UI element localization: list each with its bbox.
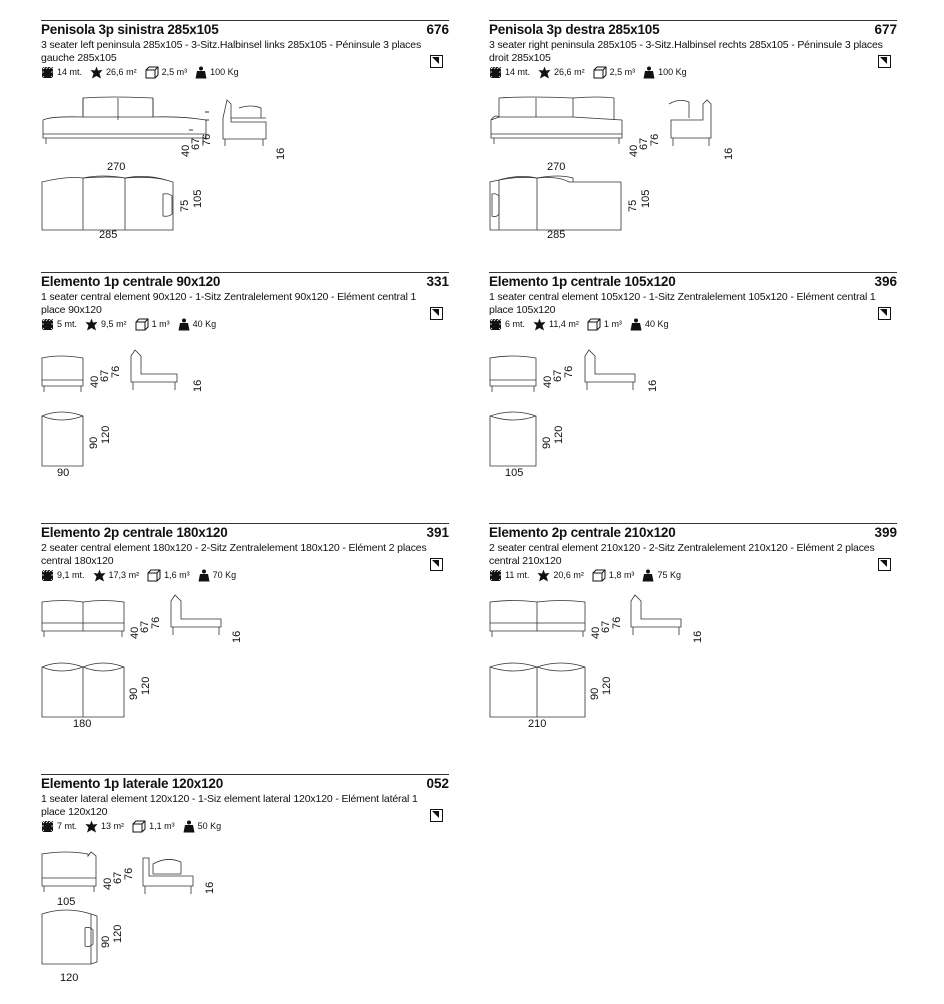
download-icon[interactable] — [430, 55, 443, 68]
dim-depth-inner: 90 — [541, 436, 553, 449]
technical-drawing — [489, 90, 897, 240]
product-description: 1 seater lateral element 120x120 - 1-Siz element lateral 120x120 - Elément latéral 1 place 120x120 — [41, 793, 418, 818]
volume-icon — [135, 318, 149, 331]
dim-arm-height: 67 — [190, 137, 202, 150]
spec-row: 7 mt. 13 m² 1,1 m³ 50 Kg — [41, 819, 229, 833]
product-code: 677 — [874, 22, 897, 37]
spec-row: 14 mt. 26,6 m² 2,5 m³ 100 Kg — [489, 65, 695, 79]
dim-arm-height: 67 — [638, 137, 650, 150]
front-view — [490, 356, 536, 392]
volume-icon — [132, 820, 146, 833]
spec-row: 5 mt. 9,5 m² 1 m³ 40 Kg — [41, 317, 224, 331]
fabric-icon — [41, 66, 54, 79]
dim-depth-total: 105 — [640, 189, 652, 208]
plan-view — [42, 910, 97, 964]
product-description: 1 seater central element 90x120 - 1-Sitz Zentralelement 90x120 - Elément central 1 place 90x120 — [41, 291, 417, 316]
dim-depth-inner: 90 — [100, 935, 112, 948]
technical-drawing — [41, 90, 449, 240]
card-divider — [41, 272, 449, 273]
technical-drawing — [489, 342, 897, 492]
dim-depth-total: 120 — [553, 425, 565, 444]
dim-leg-height: 16 — [647, 379, 659, 392]
product-card-391 — [41, 523, 449, 748]
product-title: Elemento 2p centrale 210x120 — [489, 525, 676, 540]
plan-view — [490, 177, 621, 230]
dim-depth-total: 120 — [100, 425, 112, 444]
fabric-icon — [489, 318, 502, 331]
dim-depth-inner: 90 — [88, 436, 100, 449]
volume-icon — [593, 66, 607, 79]
product-description: 1 seater central element 105x120 - 1-Sitz Zentralelement 105x120 - Elément central 1 place 105x120 — [489, 291, 876, 316]
fabric-icon — [489, 569, 502, 582]
leather-icon — [85, 820, 98, 833]
dim-depth-inner: 90 — [589, 687, 601, 700]
leather-icon — [537, 569, 550, 582]
card-divider — [489, 523, 897, 524]
leather-icon — [85, 318, 98, 331]
dim-depth-inner: 75 — [179, 199, 191, 212]
spec-row: 9,1 mt. 17,3 m² 1,6 m³ 70 Kg — [41, 568, 244, 582]
plan-view — [490, 663, 585, 717]
dim-back-height: 76 — [123, 867, 135, 880]
dim-arm-height: 67 — [139, 620, 151, 633]
dim-seat-height: 40 — [89, 375, 101, 388]
volume-icon — [145, 66, 159, 79]
product-card-052 — [41, 774, 449, 999]
dim-depth-inner: 75 — [627, 199, 639, 212]
front-view — [42, 852, 96, 892]
spec-row: 14 mt. 26,6 m² 2,5 m³ 100 Kg — [41, 65, 247, 79]
product-title: Penisola 3p sinistra 285x105 — [41, 22, 219, 37]
dim-plan-width: 90 — [57, 467, 70, 479]
dim-depth-total: 105 — [192, 189, 204, 208]
download-icon[interactable] — [430, 307, 443, 320]
dim-front-width: 270 — [107, 161, 126, 173]
dim-plan-width: 120 — [60, 972, 79, 984]
product-card-399 — [489, 523, 897, 748]
dim-seat-height: 40 — [628, 144, 640, 157]
weight-icon — [642, 569, 654, 582]
download-icon[interactable] — [878, 55, 891, 68]
dim-leg-height: 16 — [723, 147, 735, 160]
dim-seat-height: 40 — [129, 626, 141, 639]
dim-seat-height: 40 — [590, 626, 602, 639]
spec-row: 6 mt. 11,4 m² 1 m³ 40 Kg — [489, 317, 676, 331]
dim-leg-height: 16 — [692, 630, 704, 643]
fabric-icon — [41, 318, 54, 331]
download-icon[interactable] — [878, 558, 891, 571]
technical-drawing — [41, 342, 449, 492]
fabric-icon — [41, 569, 54, 582]
product-card-677 — [489, 20, 897, 245]
dim-seat-height: 40 — [180, 144, 192, 157]
leather-icon — [533, 318, 546, 331]
dim-arm-height: 67 — [99, 369, 111, 382]
product-description: 2 seater central element 180x120 - 2-Sitz Zentralelement 180x120 - Elément 2 places central 180x120 — [41, 542, 427, 567]
card-divider — [41, 523, 449, 524]
dim-back-height: 76 — [563, 365, 575, 378]
front-view — [43, 97, 206, 138]
dim-plan-width: 285 — [547, 229, 566, 241]
dim-arm-height: 67 — [600, 620, 612, 633]
product-title: Elemento 1p centrale 90x120 — [41, 274, 221, 289]
dim-leg-height: 16 — [192, 379, 204, 392]
volume-icon — [592, 569, 606, 582]
product-card-331 — [41, 272, 449, 497]
dim-back-height: 76 — [150, 616, 162, 629]
fabric-icon — [489, 66, 502, 79]
product-description: 2 seater central element 210x120 - 2-Sitz Zentralelement 210x120 - Elément 2 places central 210x120 — [489, 542, 875, 567]
technical-drawing — [41, 844, 449, 1004]
card-divider — [489, 20, 897, 21]
weight-icon — [643, 66, 655, 79]
side-view — [131, 350, 177, 390]
dim-depth-total: 120 — [601, 676, 613, 695]
dim-seat-height: 40 — [102, 877, 114, 890]
product-title: Elemento 1p laterale 120x120 — [41, 776, 224, 791]
dim-leg-height: 16 — [204, 881, 216, 894]
spec-row: 11 mt. 20,6 m² 1,8 m³ 75 Kg — [489, 568, 689, 582]
product-title: Penisola 3p destra 285x105 — [489, 22, 660, 37]
download-icon[interactable] — [430, 558, 443, 571]
weight-icon — [178, 318, 190, 331]
plan-view — [42, 663, 124, 717]
dim-leg-height: 16 — [231, 630, 243, 643]
technical-drawing — [489, 593, 897, 743]
product-card-396 — [489, 272, 897, 497]
side-view — [631, 595, 681, 635]
dim-depth-total: 120 — [112, 924, 124, 943]
dim-seat-height: 40 — [542, 375, 554, 388]
product-code: 396 — [874, 274, 897, 289]
product-title: Elemento 2p centrale 180x120 — [41, 525, 228, 540]
leather-icon — [90, 66, 103, 79]
download-icon[interactable] — [430, 809, 443, 822]
dim-plan-width: 210 — [528, 718, 547, 730]
dim-back-height: 76 — [110, 365, 122, 378]
product-card-676 — [41, 20, 449, 245]
dim-plan-width: 105 — [505, 467, 524, 479]
volume-icon — [587, 318, 601, 331]
product-code: 676 — [426, 22, 449, 37]
card-divider — [489, 272, 897, 273]
front-view — [490, 601, 585, 638]
plan-view — [490, 412, 536, 466]
plan-view — [42, 412, 83, 466]
front-view — [42, 601, 124, 638]
dim-plan-width: 180 — [73, 718, 92, 730]
product-code: 052 — [426, 776, 449, 791]
dim-plan-width: 285 — [99, 229, 118, 241]
side-view — [223, 100, 266, 146]
technical-drawing — [41, 593, 449, 743]
product-code: 391 — [426, 525, 449, 540]
weight-icon — [195, 66, 207, 79]
leather-icon — [93, 569, 106, 582]
front-view — [42, 356, 83, 392]
side-view — [669, 100, 711, 146]
download-icon[interactable] — [878, 307, 891, 320]
card-divider — [41, 774, 449, 775]
dim-leg-height: 16 — [275, 147, 287, 160]
dim-arm-height: 67 — [112, 871, 124, 884]
card-divider — [41, 20, 449, 21]
weight-icon — [183, 820, 195, 833]
dim-back-height: 76 — [201, 133, 213, 146]
dim-depth-total: 120 — [140, 676, 152, 695]
weight-icon — [630, 318, 642, 331]
dim-front-width: 270 — [547, 161, 566, 173]
product-title: Elemento 1p centrale 105x120 — [489, 274, 676, 289]
dim-depth-inner: 90 — [128, 687, 140, 700]
dim-back-height: 76 — [611, 616, 623, 629]
leather-icon — [538, 66, 551, 79]
product-code: 331 — [426, 274, 449, 289]
dim-front-width: 105 — [57, 896, 76, 908]
fabric-icon — [41, 820, 54, 833]
side-view — [171, 595, 221, 635]
front-view — [491, 97, 622, 138]
side-view — [143, 858, 193, 894]
dim-arm-height: 67 — [552, 369, 564, 382]
product-description: 3 seater right peninsula 285x105 - 3-Sitz.Halbinsel rechts 285x105 - Péninsule 3 places droit 285x105 — [489, 39, 883, 64]
volume-icon — [147, 569, 161, 582]
side-view — [585, 350, 635, 390]
weight-icon — [198, 569, 210, 582]
plan-view — [42, 177, 173, 230]
product-description: 3 seater left peninsula 285x105 - 3-Sitz.Halbinsel links 285x105 - Péninsule 3 places gauche 285x105 — [41, 39, 422, 64]
product-code: 399 — [874, 525, 897, 540]
dim-back-height: 76 — [649, 133, 661, 146]
